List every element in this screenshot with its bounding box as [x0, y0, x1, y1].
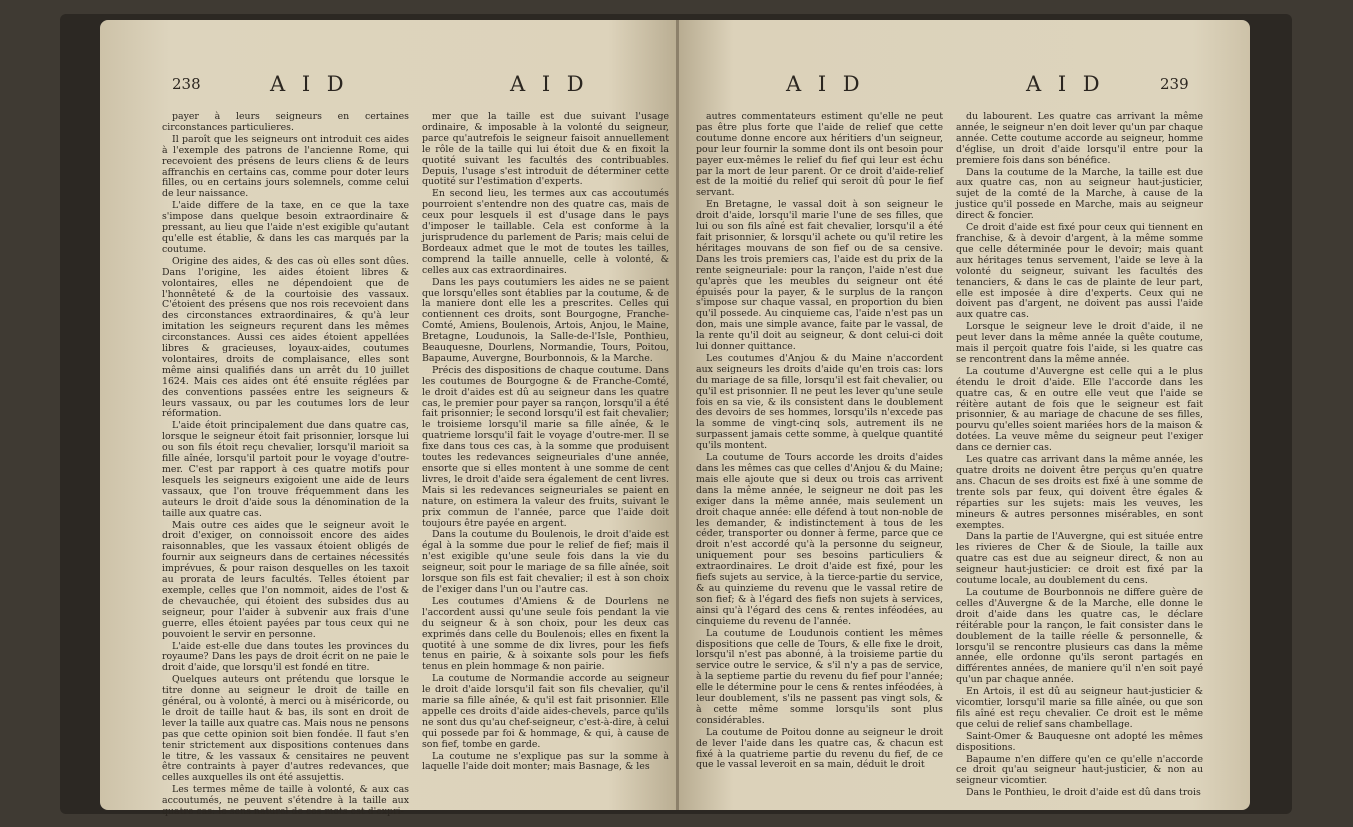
paragraph: Origine des aides, & des cas où elles sont dûes. Dans l'origine, les aides étoient libres & volontaires, elles ne dépendoient que de l'honnêteté & de la courtoisie des vassaux. C'étoient des présens que nos rois recevoient dans des circonstances extraordinaires, & qu'à leur imitation les seigneurs reçurent dans les mêmes circonstances. Aussi ces aides étoient appellées libres & gracieuses, loyaux-aides, coutumes volontaires, droits de complaisance, elles sont même ainsi qualifiés dans un arrêt du 10 juillet 1624. Mais ces aides ont été ensuite réglées par des conventions passées entre les seigneurs & leurs vassaux, ou par les coutumes lors de leur réformation. [162, 255, 409, 420]
paragraph: La coutume de Poitou donne au seigneur le droit de lever l'aide dans les quatre cas, & chacun est fixé à la quatrieme partie du revenu du fief, de ce que le vassal leveroit en sa main, déduit le droit [696, 726, 943, 771]
paragraph: Mais outre ces aides que le seigneur avoit le droit d'exiger, on connoissoit encore des aides raisonnables, que les vassaux étoient obligés de fournir aux seigneurs dans de certaines nécessités imprévues, & pour raison desquelles on les taxoit au prorata de leurs facultés. Telles étoient par exemple, celles que l'on nommoit, aides de l'ost & de chevauchée, qui étoient des subsides dus au seigneur, pour l'aider à subvenir aux frais d'une guerre, elles étoient payées par tous ceux qui ne pouvoient le servir en personne. [162, 519, 409, 640]
paragraph: L'aide differe de la taxe, en ce que la taxe s'impose dans quelque besoin extraordinaire & pressant, au lieu que l'aide n'est exigible qu'autant qu'elle est établie, & dans les cas marqués par la coutume. [162, 200, 409, 255]
paragraph: La coutume de Normandie accorde au seigneur le droit d'aide lorsqu'il fait son fils chevalier, qu'il marie sa fille aînée, & qu'il est fait prisonnier. Elle appelle ces droits d'aide aides-chevels, parce qu'ils ne sont dus qu'au chef-seigneur, c'est-à-dire, à celui qui possede par foi & hommage, & qui, à cause de son fief, tombe en garde. [422, 673, 669, 750]
left-running-head-2: A I D [510, 72, 589, 96]
paragraph: La coutume de Bourbonnois ne differe guère de celles d'Auvergne & de la Marche, elle donne le droit d'aide dans les quatre cas, le déclare réitérable pour la rançon, le fait consister dans le doublement de la taille réelle & personnelle, & lorsqu'il se rencontre plusieurs cas dans la même année, elle ordonne qu'ils seront partagés en différentes années, de maniere qu'il n'en soit payé qu'un par chaque année. [956, 586, 1203, 686]
left-running-head-1: A I D [270, 72, 349, 96]
left-page [100, 20, 678, 818]
paragraph: Quelques auteurs ont prétendu que lorsque le titre donne au seigneur le droit de taille en général, ou à volonté, à merci ou à miséricorde, ou le droit de taille haut & bas, ils sont en droit de lever la taille aux quatre cas. Mais nous ne pensons pas que cette opinion soit bien fondée. Il faut s'en tenir strictement aux dispositions contenues dans le titre, & les vassaux & censitaires ne peuvent être contraints à payer d'autres redevances, que celles auxquelles ils ont été assujettis. [162, 674, 409, 784]
paragraph: Dans les pays coutumiers les aides ne se paient que lorsqu'elles sont établies par la coutume, & de la maniere dont elle les a prescrites. Celles qui contiennent ces droits, sont Bourgogne, Franche-Comté, Amiens, Boulenois, Artois, Anjou, le Maine, Bretagne, Loudunois, la Salle-de-l'Isle, Ponthieu, Beauquesne, Dourlens, Normandie, Tours, Poitou, Bapaume, Auvergne, Bourbonnois, & la Marche. [422, 276, 669, 364]
paragraph: Dans la coutume de la Marche, la taille est due aux quatre cas, non au seigneur haut-justicier, sujet de la comté de la Marche, à cause de la justice qu'il possede en Marche, mais au seigneur direct & foncier. [956, 166, 1203, 222]
right-page [676, 20, 1250, 810]
right-page-number: 239 [1160, 75, 1189, 93]
paragraph: Dans la coutume du Boulenois, le droit d'aide est égal à la somme due pour le relief de fief; mais il n'est exigible qu'une seule fois dans la vie du seigneur, soit pour le mariage de sa fille aînée, soit lorsque son fils est fait chevalier; il est à son choix de l'exiger dans l'un ou l'autre cas. [422, 529, 669, 595]
paragraph: En Bretagne, le vassal doit à son seigneur le droit d'aide, lorsqu'il marie l'une de ses filles, que lui ou son fils aîné est fait chevalier, lorsqu'il a été fait prisonnier, & lorsqu'il achete ou qu'il retire les héritages mouvans de son fief ou de sa censive. Dans les trois premiers cas, l'aide est du prix de la rente seigneuriale: pour la rançon, l'aide n'est due qu'après que les meubles du seigneur ont été épuisés pour la payer, & le surplus de la rançon s'impose sur chaque vassal, en proportion du bien qu'il possede. Au cinquieme cas, l'aide n'est pas un don, mais une simple avance, faite par le vassal, de la rente qu'il doit au seigneur, & dont celui-ci doit lui donner quittance. [696, 199, 943, 353]
paragraph: payer à leurs seigneurs en certaines circonstances particulieres. [162, 111, 409, 133]
book-gutter [676, 20, 679, 810]
paragraph: Précis des dispositions de chaque coutume. Dans les coutumes de Bourgogne & de Franche-Comté, le droit d'aides est dû au seigneur dans les quatre cas, le premier pour payer sa rançon, lorsqu'il a été fait prisonnier; le second lorsqu'il est fait chevalier; le troisieme lorsqu'il marie sa fille aînée, & le quatrieme lorsqu'il fait le voyage d'outre-mer. Il se fixe dans tous ces cas, à la somme que produisent toutes les redevances seigneuriales d'une année, ensorte que si elles montent à une somme de cent livres, le droit d'aide sera également de cent livres. Mais si les redevances seigneuriales se paient en nature, on estimera la valeur des fruits, suivant le prix commun de l'année, parce que l'aide doit toujours être payée en argent. [422, 364, 669, 529]
paragraph: L'aide étoit principalement due dans quatre cas, lorsque le seigneur étoit fait prisonnier, lorsque lui ou son fils étoit reçu chevalier, lorsqu'il marioit sa fille aînée, lorsqu'il partoit pour le voyage d'outre-mer. C'est par rapport à ces quatre motifs pour lesquels les seigneurs exigoient une aide de leurs vassaux, que l'on trouve fréquemment dans les auteurs le droit d'aide sous la dénomination de la taille aux quatre cas. [162, 420, 409, 519]
paragraph: autres commentateurs estiment qu'elle ne peut pas être plus forte que l'aide de relief que cette coutume donne encore aux héritiers d'un seigneur, pour leur fournir la somme dont ils ont besoin pour payer eux-mêmes le relief du fief qui leur est échu par la mort de leur parent. Or ce droit d'aide-relief est de la moitié du relief qui seroit dû pour le fief servant. [696, 111, 943, 199]
paragraph: Dans la partie de l'Auvergne, qui est située entre les rivieres de Cher & de Sioule, la taille aux quatre cas est due au seigneur direct, & non au seigneur haut-justicier: ce droit est fixé par la coutume locale, au doublement du cens. [956, 531, 1203, 587]
paragraph: En second lieu, les termes aux cas accoutumés pourroient s'entendre non des quatre cas, mais de ceux pour lesquels il est d'usage dans le pays d'imposer le taillable. Cela est conforme à la jurisprudence du parlement de Paris; mais celui de Bordeaux admet que le mot de toutes les tailles, comprend la taille annuelle, celle à volonté, & celles aux cas extraordinaires. [422, 188, 669, 276]
paragraph: Les quatre cas arrivant dans la même année, les quatre droits ne doivent être perçus qu'en quatre ans. Chacun de ses droits est fixé à une somme de trente sols par feux, qui doivent être égales & réparties sur les sujets: mais les veuves, les mineurs & autres personnes misérables, en sont exemptes. [956, 454, 1203, 531]
paragraph: Les coutumes d'Amiens & de Dourlens ne l'accordent aussi qu'une seule fois pendant la vie du seigneur & à son choix, pour les deux cas exprimés dans celle du Boulenois; elles en fixent la quotité à une somme de dix livres, pour les fiefs tenus en pairie, & à soixante sols pour les fiefs tenus en plein hommage & non pairie. [422, 595, 669, 673]
paragraph: La coutume d'Auvergne est celle qui a le plus étendu le droit d'aide. Elle l'accorde dans les quatre cas, & en outre elle veut que l'aide se réitère autant de fois que le seigneur est fait prisonnier, & au mariage de chacune de ses filles, pourvu qu'elles soient mariées hors de la maison & dotées. La veuve même du seigneur peut l'exiger dans ce dernier cas. [956, 365, 1203, 454]
left-page-number: 238 [172, 75, 201, 93]
paragraph: Bapaume n'en differe qu'en ce qu'elle n'accorde ce droit qu'au seigneur haut-justicier, & non au seigneur vicomtier. [956, 753, 1203, 787]
right-running-head-1: A I D [786, 72, 865, 96]
paragraph: L'aide est-elle due dans toutes les provinces du royaume? Dans les pays de droit écrit on ne paie le droit d'aide, que lorsqu'il est fondé en titre. [162, 640, 409, 674]
paragraph: du labourent. Les quatre cas arrivant la même année, le seigneur n'en doit lever qu'un par chaque année. Cette coutume accorde au seigneur, homme d'église, un droit d'aide lorsqu'il entre pour la premiere fois dans son bénéfice. [956, 111, 1203, 166]
paragraph: Saint-Omer & Bauquesne ont adopté les mêmes dispositions. [956, 730, 1203, 753]
left-column-2 [422, 111, 669, 773]
paragraph: Lorsque le seigneur leve le droit d'aide, il ne peut lever dans la même année la quête coutume, mais il perçoit quatre fois l'aide, si les quatre cas se rencontrent dans la même année. [956, 321, 1203, 365]
paragraph: La coutume de Loudunois contient les mêmes dispositions que celle de Tours, & elle fixe le droit, lorsqu'il n'est pas abonné, à la troisieme partie du service outre le service, & s'il n'y a pas de service, à la septieme partie du revenu du fief pour l'année; elle le détermine pour le cens & rentes inféodées, à leur doublement, s'ils ne passent pas vingt sols, & à cette même somme lorsqu'ils sont plus considérables. [696, 627, 943, 726]
paragraph: La coutume de Tours accorde les droits d'aides dans les mêmes cas que celles d'Anjou & du Maine; mais elle ajoute que si deux ou trois cas arrivent dans la même année, le seigneur ne doit pas les exiger dans la même année, mais seulement un droit chaque année: elle défend à tout non-noble de les demander, & indistinctement à tous de les céder, transporter ou donner à ferme, parce que ce droit n'est accordé qu'à la personne du seigneur, uniquement pour ses besoins particuliers & extraordinaires. Le droit d'aide est fixé, pour les fiefs sujets au service, à la tierce-partie du service, & au quinzieme du revenu que le vassal retire de son fief; & à l'égard des fiefs non sujets à services, ainsi qu'à l'égard des cens & rentes inféodées, au cinquieme du revenu de l'année. [696, 452, 943, 627]
left-column-1 [162, 111, 409, 818]
paragraph: La coutume ne s'explique pas sur la somme à laquelle l'aide doit monter; mais Basnage, & les [422, 750, 669, 773]
paragraph: mer que la taille est due suivant l'usage ordinaire, & imposable à la volonté du seigneur, parce qu'autrefois le seigneur faisoit annuellement le rôle de la taille qui lui étoit due & en fixoit la quotité suivant les facultés des contribuables. Depuis, l'usage s'est introduit de déterminer cette quotité sur l'estimation d'experts. [422, 111, 669, 188]
right-running-head-2: A I D [1026, 72, 1105, 96]
paragraph: Les termes même de taille à volonté, & aux cas accoutumés, ne peuvent s'étendre à la taille aux quatre cas: le sens naturel de ces mots est d'expri- [162, 784, 409, 818]
paragraph: Les coutumes d'Anjou & du Maine n'accordent aux seigneurs les droits d'aide qu'en trois cas: lors du mariage de sa fille, lorsqu'il est fait chevalier, ou qu'il est prisonnier. Il ne peut les lever qu'une seule fois en sa vie, & ils consistent dans le doublement des devoirs de ses hommes, lorsqu'ils n'excede pas la somme de vingt-cinq sols, autrement ils ne surpassent jamais cette somme, à quelque quantité qu'ils montent. [696, 352, 943, 452]
right-column-1 [696, 111, 943, 771]
paragraph: Dans le Ponthieu, le droit d'aide est dû dans trois [966, 787, 1201, 799]
right-column-2 [956, 111, 1203, 799]
paragraph: En Artois, il est dû au seigneur haut-justicier & vicomtier, lorsqu'il marie sa fille aînée, ou que son fils aîné est reçu chevalier. Ce droit est le même que celui de relief sans chambellage. [956, 686, 1203, 730]
paragraph: Il paroît que les seigneurs ont introduit ces aides à l'exemple des patrons de l'ancienne Rome, qui recevoient des présens de leurs cliens & de leurs affranchis en certains cas, comme pour doter leurs filles, ou en certains jours solemnels, comme celui de leur naissance. [162, 133, 409, 200]
paragraph: Ce droit d'aide est fixé pour ceux qui tiennent en franchise, & à devoir d'argent, à la même somme que celle déterminée pour le devoir; mais quant aux héritages tenus servement, l'aide se leve à la volonté du seigneur, suivant les facultés des tenanciers, & dans le cas de plainte de leur part, elle est imposée à dire d'experts. Ceux qui ne doivent pas d'argent, ne doivent pas aussi l'aide aux quatre cas. [956, 222, 1203, 321]
